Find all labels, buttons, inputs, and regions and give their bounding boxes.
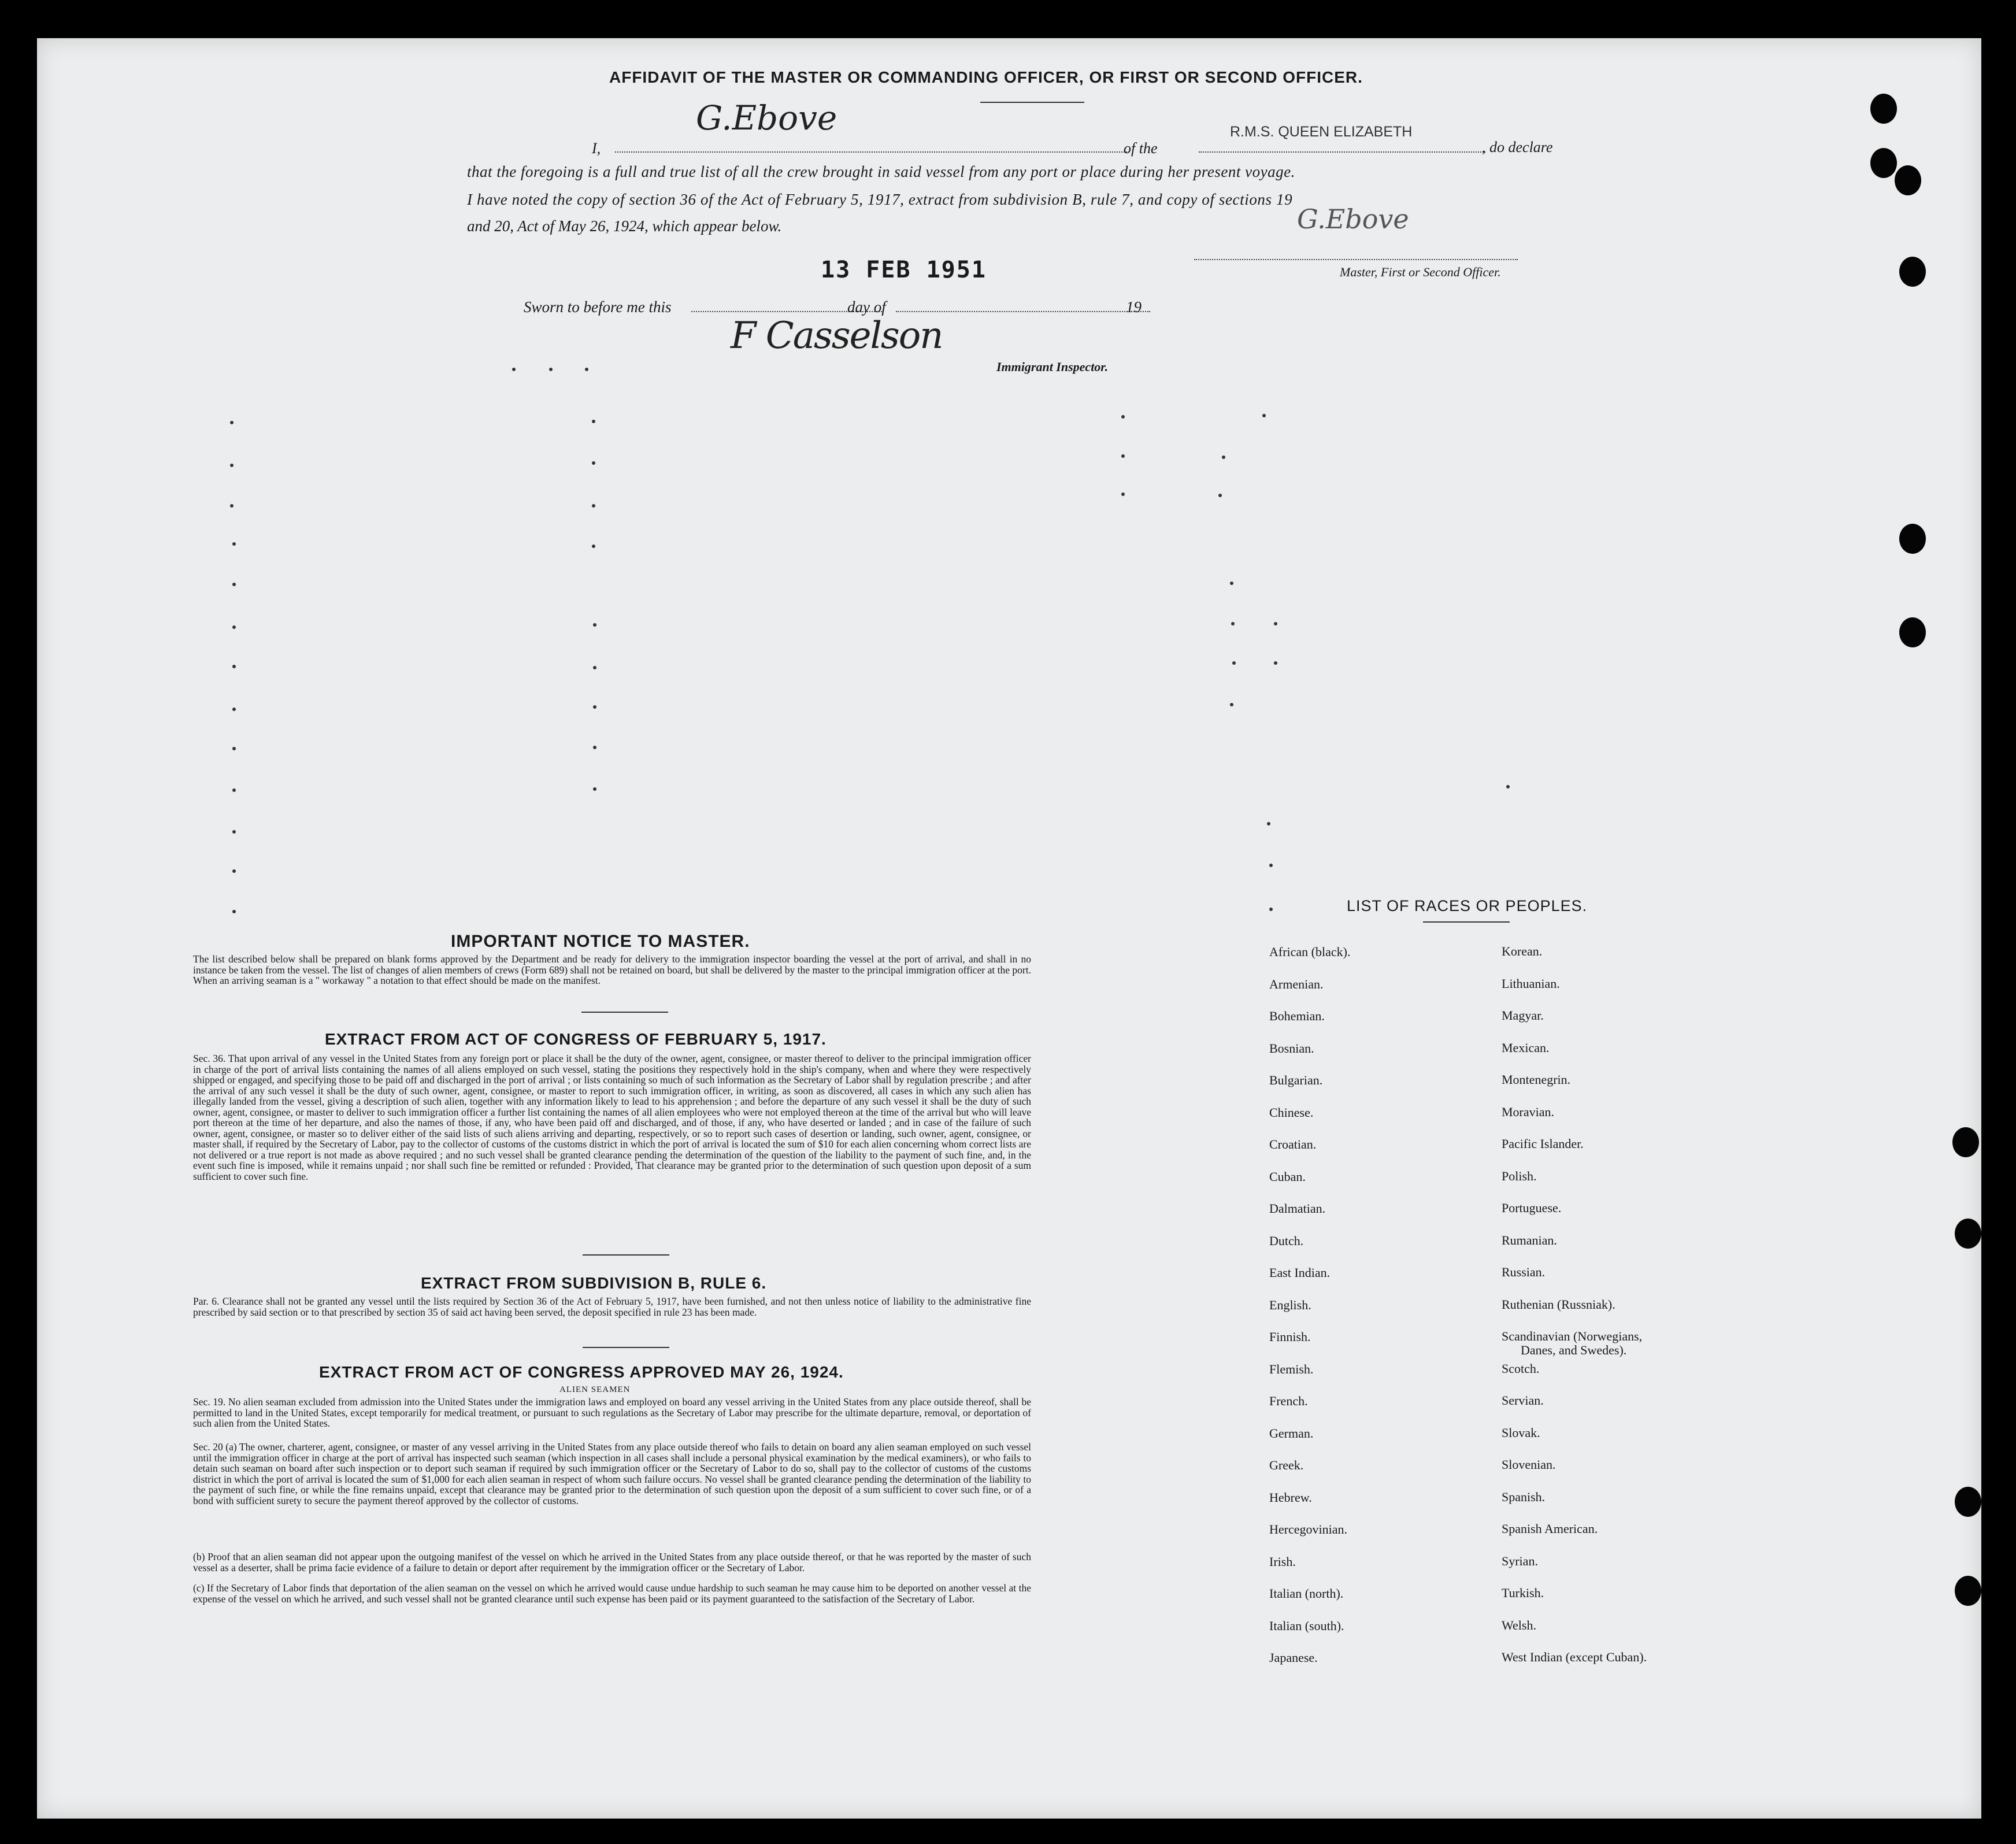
race-item: Italian (north). bbox=[1269, 1586, 1344, 1601]
race-item: Hercegovinian. bbox=[1269, 1522, 1347, 1536]
of-the-label: of the bbox=[1124, 140, 1158, 157]
sec20b-text: (b) Proof that an alien seaman did not appear upon the outgoing manifest of the vessel on which he arrived in the United States from any place outside thereof, or that he was reported by the master of such vessel as a deserter, shall be prima facie evidence of a failure to detain or deport after requirement by the immigration officer or the Secretary of Labor. bbox=[193, 1551, 1031, 1573]
form-dot bbox=[1269, 864, 1273, 867]
form-dot bbox=[1231, 622, 1235, 625]
race-item: Italian (south). bbox=[1269, 1618, 1344, 1633]
form-dot bbox=[1230, 582, 1233, 585]
punch-hole bbox=[1899, 257, 1926, 287]
date-stamp: 13 FEB 1951 bbox=[821, 257, 987, 283]
form-dot bbox=[1230, 703, 1233, 706]
master-caption: Master, First or Second Officer. bbox=[1340, 265, 1501, 279]
form-dot bbox=[232, 625, 236, 629]
inspector-signature: F Casselson bbox=[731, 314, 943, 357]
race-item: Rumanian. bbox=[1502, 1232, 1557, 1247]
form-dot bbox=[232, 910, 236, 913]
master-signature: G.Ebove bbox=[696, 98, 837, 138]
i-label: I, bbox=[592, 140, 601, 157]
extract-rule6-heading: EXTRACT FROM SUBDIVISION B, RULE 6. bbox=[421, 1274, 767, 1292]
form-dot bbox=[593, 666, 596, 669]
form-dot bbox=[585, 368, 588, 371]
alien-seamen-subheading: ALIEN SEAMEN bbox=[559, 1385, 631, 1394]
race-item: Mexican. bbox=[1502, 1040, 1550, 1055]
sworn-year: 19 bbox=[1126, 298, 1142, 316]
punch-hole bbox=[1870, 148, 1897, 178]
race-item: German. bbox=[1269, 1425, 1314, 1441]
form-dot bbox=[1262, 414, 1266, 417]
race-item: Pacific Islander. bbox=[1502, 1136, 1584, 1151]
vessel-fill-line bbox=[1199, 151, 1485, 153]
punch-hole bbox=[1899, 524, 1926, 554]
race-item: Lithuanian. bbox=[1502, 976, 1560, 991]
extract-1924-heading: EXTRACT FROM ACT OF CONGRESS APPROVED MAY 26, 1924. bbox=[319, 1363, 844, 1381]
affidavit-line-3: and 20, Act of May 26, 1924, which appear below. bbox=[467, 217, 782, 235]
race-item: Portuguese. bbox=[1502, 1201, 1562, 1215]
race-item: Croatian. bbox=[1269, 1137, 1317, 1151]
punch-hole bbox=[1899, 617, 1926, 647]
form-dot bbox=[232, 665, 236, 668]
form-dot bbox=[592, 545, 595, 548]
race-item: Magyar. bbox=[1502, 1008, 1544, 1023]
race-item: Dutch. bbox=[1269, 1233, 1304, 1248]
race-item: Servian. bbox=[1502, 1393, 1544, 1408]
race-item: Hebrew. bbox=[1269, 1490, 1312, 1505]
race-item: West Indian (except Cuban). bbox=[1502, 1650, 1647, 1664]
sworn-prefix: Sworn to before me this bbox=[524, 298, 672, 316]
punch-hole bbox=[1952, 1127, 1979, 1157]
race-item: English. bbox=[1269, 1297, 1311, 1312]
race-item: Montenegrin. bbox=[1502, 1072, 1571, 1087]
vessel-name: R.M.S. QUEEN ELIZABETH bbox=[1230, 124, 1413, 140]
race-item: Armenian. bbox=[1269, 976, 1324, 991]
master-sign-line bbox=[1194, 259, 1518, 260]
race-item: Slovak. bbox=[1502, 1425, 1540, 1440]
race-item: Spanish American. bbox=[1502, 1521, 1598, 1536]
form-dot bbox=[1274, 661, 1277, 665]
form-dot bbox=[1218, 494, 1222, 497]
manifest-sheet bbox=[37, 38, 1981, 1819]
form-dot bbox=[230, 464, 234, 467]
affidavit-line-2: I have noted the copy of section 36 of the Act of February 5, 1917, extract from subdivision B, rule 7, and copy of sections 19 bbox=[467, 191, 1293, 208]
affidavit-heading: AFFIDAVIT OF THE MASTER OR COMMANDING OFFICER, OR FIRST OR SECOND OFFICER. bbox=[609, 68, 1363, 86]
sec19-text: Sec. 19. No alien seaman excluded from admission into the United States under the immigration laws and employed on board any vessel arriving in the United States from any place outside thereof, shall be permitted to land in the United States, except temporarily for medical treatment, or pursuant to such regulations as the Secretary of Labor may prescribe for the ultimate departure, removal, or deportation of such alien from the United States. bbox=[193, 1396, 1031, 1429]
sworn-day-label: day of bbox=[847, 298, 886, 316]
sworn-month-line bbox=[896, 311, 1150, 312]
form-dot bbox=[232, 788, 236, 792]
form-dot bbox=[232, 747, 236, 750]
form-dot bbox=[1232, 661, 1236, 665]
race-item: Bohemian. bbox=[1269, 1009, 1325, 1023]
notice-text: The list described below shall be prepared on blank forms approved by the Department and be ready for delivery to the immigration inspector boarding the vessel at the port of arrival, and shall in no instance be taken from the vessel. The list of changes of alien members of crews (Form 689) shall not be retained on board, but shall be delivered by the master to the principal immigration officer at the port. When an arriving seaman is a " workaway " a notation to that effect should be made on the manifest. bbox=[193, 953, 1031, 986]
notice-heading: IMPORTANT NOTICE TO MASTER. bbox=[451, 932, 750, 951]
heading-rule bbox=[980, 102, 1084, 103]
race-item: Russian. bbox=[1502, 1265, 1546, 1279]
race-item: French. bbox=[1269, 1394, 1308, 1408]
divider bbox=[583, 1254, 669, 1256]
form-dot bbox=[232, 583, 236, 586]
form-dot bbox=[1274, 622, 1277, 625]
divider bbox=[583, 1347, 669, 1348]
extract-1917-heading: EXTRACT FROM ACT OF CONGRESS OF FEBRUARY 5, 1917. bbox=[325, 1030, 827, 1048]
race-item: Flemish. bbox=[1269, 1361, 1314, 1376]
form-dot bbox=[592, 461, 595, 465]
race-item: Ruthenian (Russniak). bbox=[1502, 1297, 1615, 1312]
extract-1917-text: Sec. 36. That upon arrival of any vessel in the United States from any foreign port or place it shall be the duty of the owner, agent, consignee, or master thereof to deliver to the principal immigration officer in charge of the port of arrival lists containing the names of all aliens employed on such vessel, stating the positions they respectively hold in the ship's company, when and where they were respectively shipped or engaged, and specifying those to be paid off and discharged in the port of arrival ; or lists containing so much of such information as the Secretary of Labor shall by regulation prescribe ; and after the arrival of any such vessel it shall be the duty of such owner, agent, consignee, or master to report to such immigration officer, in writing, as soon as discovered, all cases in which any such alien has illegally landed from the vessel, giving a description of such alien, together with any information likely to lead to his apprehension ; and before the departure of any such vessel it shall be the duty of such owner, agent, consignee, or master to deliver to such immigration officer a further list containing the names of all alien employees who were not employed thereon at the time of the arrival but who will leave port thereon at the time of her departure, and also the names of those, if any, who have been paid off and discharged, and of those, if any, who have deserted or landed ; and in case of the failure of such owner, agent, consignee, or master so to deliver either of the said lists of such aliens arriving and departing, respectively, or so to report such cases of desertion or landing, such owner, agent, consignee, or master shall, if required by the Secretary of Labor, pay to the collector of customs of the customs district in which the port of arrival is located the sum of $10 for each alien concerning whom correct lists are not delivered or a true report is not made as above required ; and no such vessel shall be granted clearance pending the determination of the question of the liability to the payment of such fine, and, in the event such fine is imposed, while it remains unpaid ; nor shall such fine be remitted or refunded : Provided, That clearance may be granted prior to the determination of such question upon deposit of a sum sufficient to cover such fine. bbox=[193, 1053, 1031, 1182]
race-item: Bulgarian. bbox=[1269, 1073, 1323, 1087]
form-dot bbox=[512, 368, 516, 371]
extract-rule6-text: Par. 6. Clearance shall not be granted any vessel until the lists required by Section 36 of the Act of February 5, 1917, have been furnished, and not then unless notice of liability to the administrative fine prescribed by said section or to that prescribed by section 35 of said act having been served, the deposit specified in rule 23 has been made. bbox=[193, 1295, 1031, 1318]
punch-hole bbox=[1955, 1487, 1981, 1517]
inspector-caption: Immigrant Inspector. bbox=[996, 360, 1109, 374]
form-dot bbox=[1506, 785, 1510, 788]
punch-hole bbox=[1955, 1219, 1981, 1249]
divider bbox=[1423, 921, 1510, 923]
race-item: Syrian. bbox=[1502, 1553, 1538, 1568]
race-item: Cuban. bbox=[1269, 1169, 1306, 1184]
form-dot bbox=[232, 708, 236, 711]
affidavit-line-1: that the foregoing is a full and true list of all the crew brought in said vessel from any port or place during her present voyage. bbox=[467, 163, 1295, 180]
race-item: Slovenian. bbox=[1502, 1457, 1556, 1472]
form-dot bbox=[592, 420, 595, 423]
form-dot bbox=[1121, 493, 1125, 496]
race-item: Moravian. bbox=[1502, 1104, 1555, 1119]
form-dot bbox=[1269, 908, 1273, 911]
punch-hole bbox=[1870, 94, 1897, 124]
race-item: Scotch. bbox=[1502, 1361, 1540, 1376]
punch-hole bbox=[1895, 165, 1921, 195]
race-item: Japanese. bbox=[1269, 1650, 1318, 1665]
race-item: Dalmatian. bbox=[1269, 1201, 1326, 1216]
race-item: Scandinavian (Norwegians, Danes, and Swedes). bbox=[1502, 1329, 1643, 1357]
master-signature-2: G.Ebove bbox=[1297, 203, 1409, 235]
race-item: Korean. bbox=[1502, 944, 1543, 958]
form-dot bbox=[593, 705, 596, 709]
name-fill-line bbox=[615, 151, 1129, 153]
race-item: Chinese. bbox=[1269, 1105, 1314, 1120]
form-dot bbox=[232, 869, 236, 873]
race-item: Welsh. bbox=[1502, 1617, 1536, 1632]
race-item: African (black). bbox=[1269, 945, 1351, 959]
race-item: Irish. bbox=[1269, 1554, 1296, 1569]
punch-hole bbox=[1955, 1576, 1981, 1606]
form-dot bbox=[1121, 454, 1125, 458]
race-item: East Indian. bbox=[1269, 1265, 1331, 1280]
form-dot bbox=[232, 542, 236, 546]
form-dot bbox=[232, 830, 236, 834]
form-dot bbox=[549, 368, 553, 371]
form-dot bbox=[230, 421, 234, 424]
form-dot bbox=[593, 623, 596, 627]
form-dot bbox=[1121, 415, 1125, 419]
divider bbox=[581, 1012, 668, 1013]
form-dot bbox=[1222, 456, 1225, 459]
do-declare-label: , do declare bbox=[1482, 139, 1553, 155]
sec20c-text: (c) If the Secretary of Labor finds that deportation of the alien seaman on the vessel on which he arrived would cause undue hardship to such seaman he may cause him to be deported on another vessel at the expense of the vessel on which he arrived, and such vessel shall not be granted clearance until such expense has been paid or its payment guaranteed to the satisfaction of the Secretary of Labor. bbox=[193, 1582, 1031, 1605]
form-dot bbox=[593, 787, 596, 791]
race-item: Turkish. bbox=[1502, 1586, 1544, 1600]
race-item: Finnish. bbox=[1269, 1330, 1311, 1344]
race-item: Spanish. bbox=[1502, 1489, 1546, 1504]
form-dot bbox=[1267, 822, 1270, 825]
races-heading: LIST OF RACES OR PEOPLES. bbox=[1347, 897, 1588, 914]
form-dot bbox=[230, 504, 234, 508]
race-item: Greek. bbox=[1269, 1458, 1304, 1472]
form-dot bbox=[593, 746, 596, 749]
form-dot bbox=[592, 504, 595, 508]
race-item: Bosnian. bbox=[1269, 1041, 1314, 1056]
race-item: Polish. bbox=[1502, 1168, 1537, 1183]
sec20a-text: Sec. 20 (a) The owner, charterer, agent, consignee, or master of any vessel arriving in the United States from any place outside thereof who fails to detain on board any alien seaman employed on such vessel until the immigration officer in charge at the port of arrival has inspected such seaman (which inspection in all cases shall include a personal physical examination by the medical examiners), or who fails to detain such seaman on board after such inspection or to deport such seaman if required by such immigration officer or the Secretary of Labor to do so, shall pay to the collector of customs of the customs district in which the port of arrival is located the sum of $1,000 for each alien seaman in respect of whom such failure occurs. No vessel shall be granted clearance pending the determination of the liability to the payment of such fine, or while the fine remains unpaid, except that clearance may be granted prior to the determination of such question upon the deposit of a sum sufficient to cover such fine, or of a bond with sufficient surety to secure the payment thereof approved by the collector of customs. bbox=[193, 1441, 1031, 1506]
